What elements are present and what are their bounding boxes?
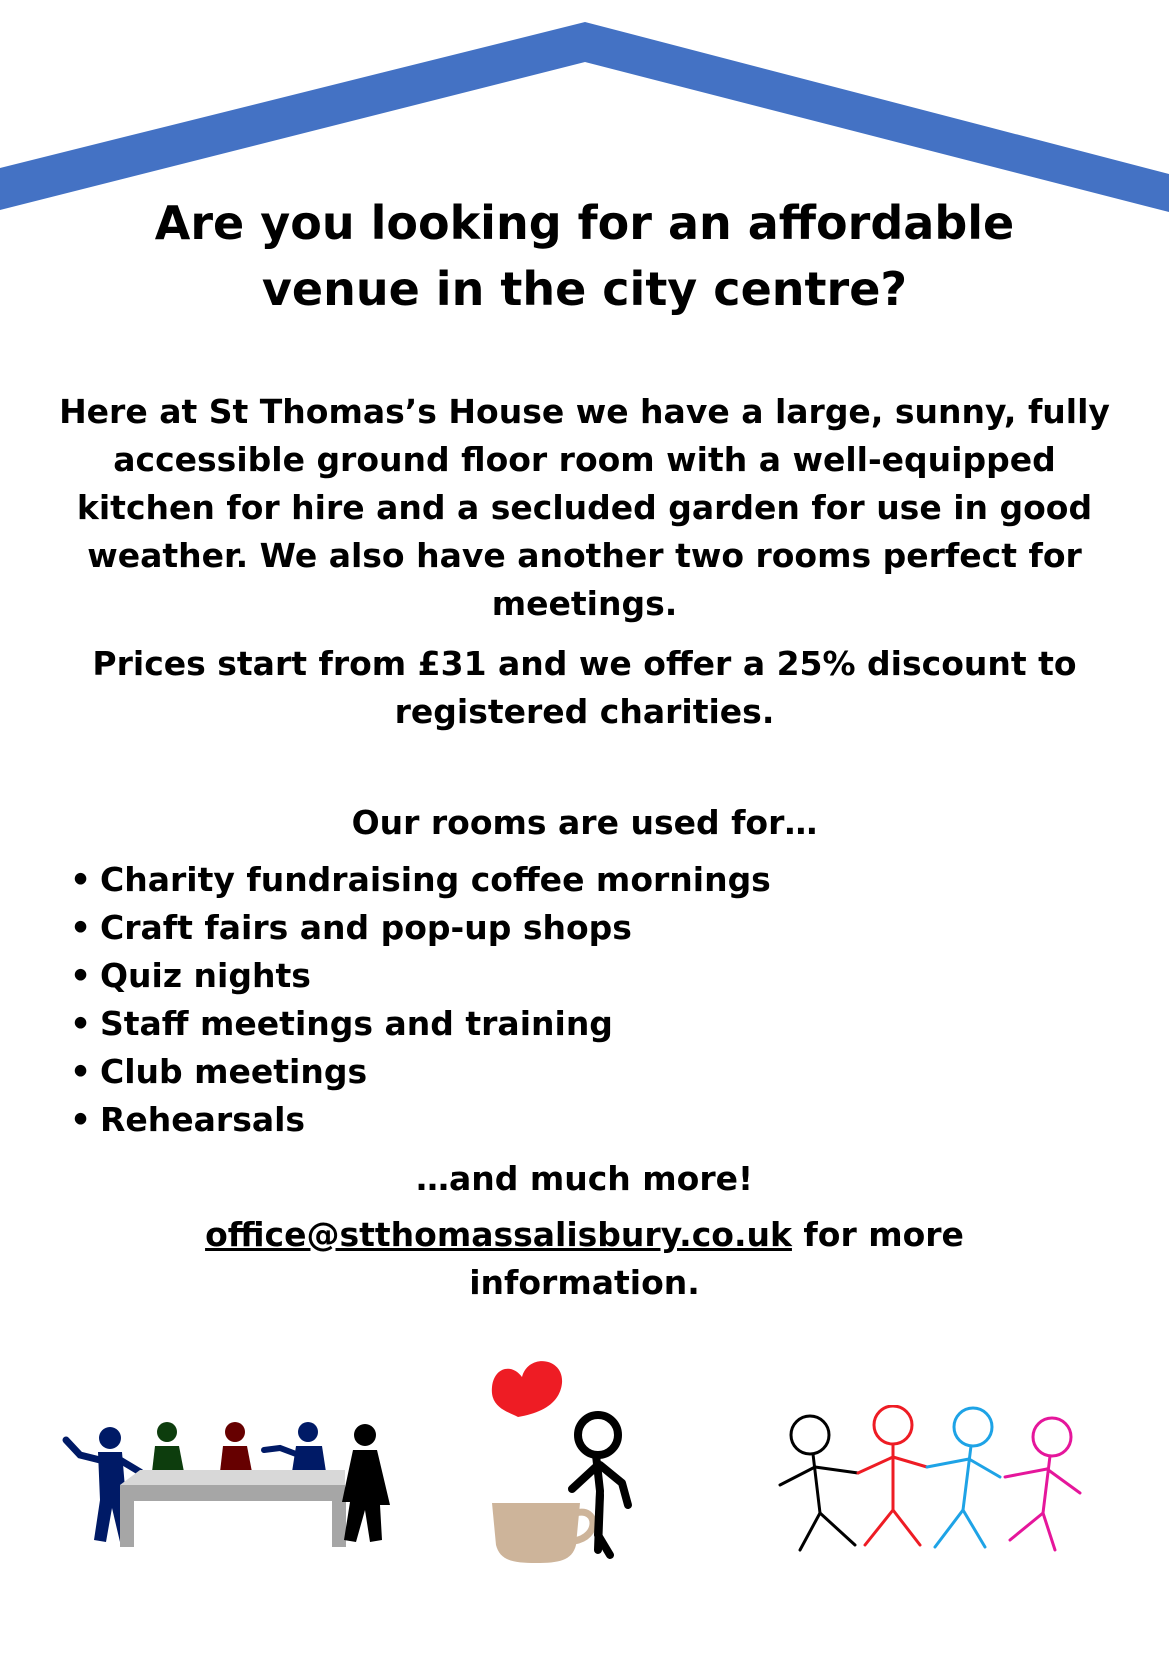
list-item	[70, 856, 771, 904]
contact-line	[140, 1211, 1029, 1307]
bullet-icon: •	[70, 1100, 92, 1139]
headline-line-1: Are you looking for an affordable	[154, 196, 1015, 250]
headline-line-2: venue in the city centre?	[261, 262, 908, 316]
list-item-label: Staff meetings and training	[100, 1004, 613, 1043]
uses-list	[70, 856, 771, 1144]
list-item	[70, 952, 771, 1000]
headline	[0, 190, 1169, 322]
email-link[interactable]: office@stthomassalisbury.co.uk	[205, 1215, 792, 1254]
bullet-icon: •	[70, 1052, 92, 1091]
uses-heading: Our rooms are used for…	[351, 803, 818, 842]
list-item-label: Rehearsals	[100, 1100, 306, 1139]
bullet-icon: •	[70, 908, 92, 947]
list-item-label: Charity fundraising coffee mornings	[100, 860, 771, 899]
holding-hands-people-icon	[775, 1405, 1095, 1555]
prices-paragraph: Prices start from £31 and we offer a 25% discount to registered charities.	[92, 644, 1077, 731]
meeting-table-icon	[60, 1410, 400, 1550]
list-item-label: Quiz nights	[100, 956, 311, 995]
bullet-icon: •	[70, 1004, 92, 1043]
list-item	[70, 1000, 771, 1048]
coffee-heart-icon	[480, 1355, 650, 1565]
list-item	[70, 1048, 771, 1096]
bullet-icon: •	[70, 860, 92, 899]
intro-paragraph: Here at St Thomas’s House we have a large, sunny, fully accessible ground floor room with a well-equipped kitchen for hire and a secluded garden for use in good weather. We also have another two rooms perfect for meetings.	[59, 392, 1110, 623]
bullet-icon: •	[70, 956, 92, 995]
list-item	[70, 904, 771, 952]
contact-suffix: for more information.	[469, 1215, 964, 1302]
and-much-more: …and much more!	[415, 1159, 754, 1198]
list-item	[70, 1096, 771, 1144]
list-item-label: Club meetings	[100, 1052, 368, 1091]
list-item-label: Craft fairs and pop-up shops	[100, 908, 632, 947]
